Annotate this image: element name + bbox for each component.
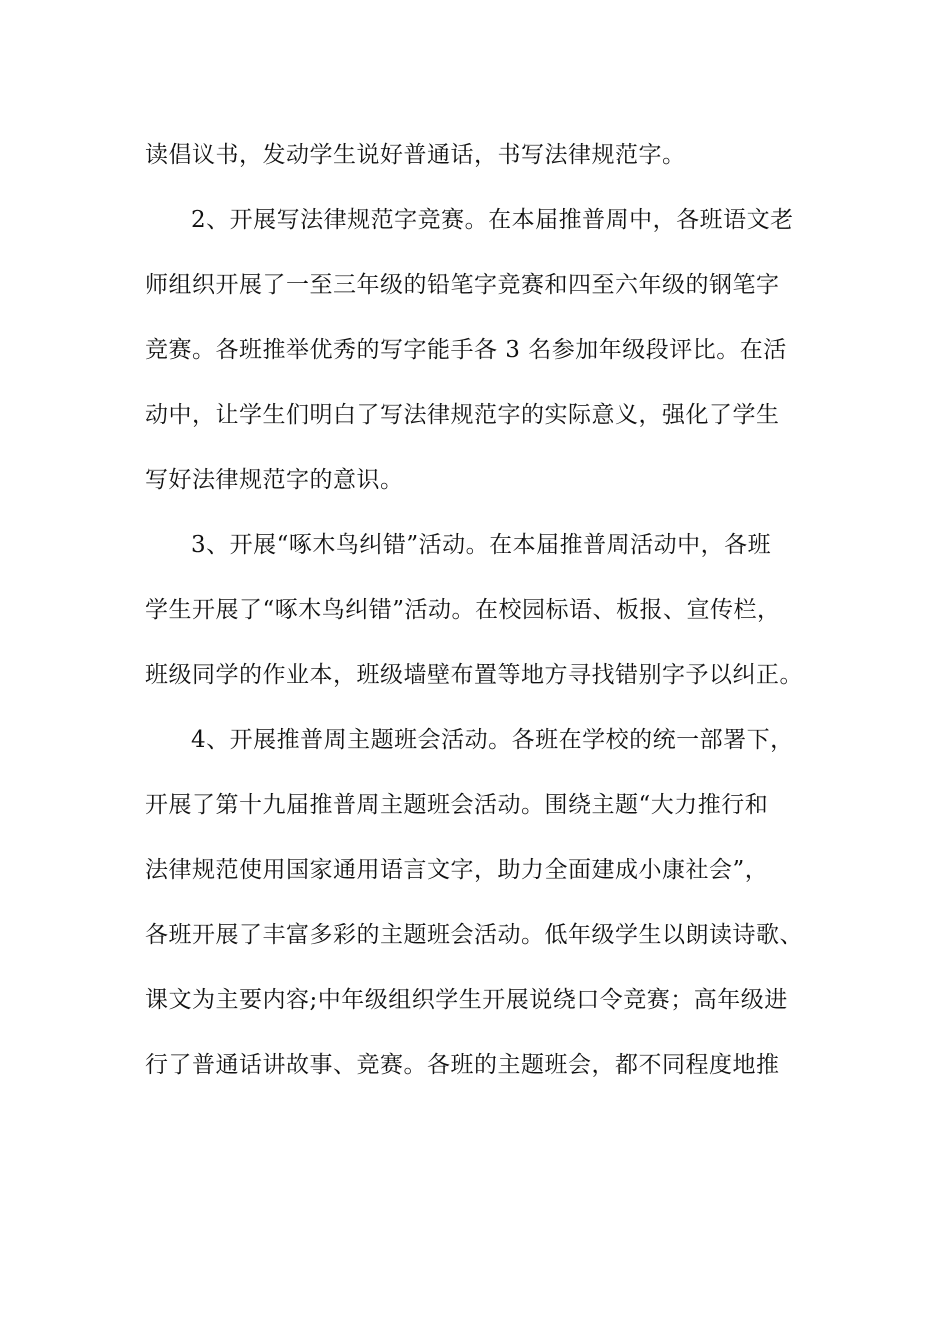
text-line: 学生开展了“啄木鸟纠错”活动。在校园标语、板报、宣传栏， (145, 597, 781, 623)
text-line: 动中，让学生们明白了写法律规范字的实际意义，强化了学生 (145, 402, 780, 428)
text-line: 行了普通话讲故事、竞赛。各班的主题班会，都不同程度地推 (145, 1052, 780, 1078)
text-line: 课文为主要内容;中年级组织学生开展说绕口令竞赛；高年级进 (145, 987, 788, 1013)
text-line: 读倡议书，发动学生说好普通话，书写法律规范字。 (145, 142, 686, 168)
text-line: 写好法律规范字的意识。 (145, 467, 404, 493)
paragraph-start-line: 2、开展写法律规范字竞赛。在本届推普周中，各班语文老 (191, 207, 794, 233)
text-line: 法律规范使用国家通用语言文字，助力全面建成小康社会”， (145, 857, 769, 883)
body-text (145, 128, 845, 1103)
text-line: 竞赛。各班推举优秀的写字能手各 3 名参加年级段评比。在活 (145, 337, 787, 363)
paragraph-start-line: 3、开展“啄木鸟纠错”活动。在本届推普周活动中，各班 (191, 532, 772, 558)
text-line: 班级同学的作业本，班级墙壁布置等地方寻找错别字予以纠正。 (145, 662, 803, 688)
text-line: 各班开展了丰富多彩的主题班会活动。低年级学生以朗读诗歌、 (145, 922, 803, 948)
text-line: 师组织开展了一至三年级的铅笔字竞赛和四至六年级的钢笔字 (145, 272, 780, 298)
paragraph-start-line: 4、开展推普周主题班会活动。各班在学校的统一部署下， (191, 727, 794, 753)
text-line: 开展了第十九届推普周主题班会活动。围绕主题“大力推行和 (145, 792, 769, 818)
